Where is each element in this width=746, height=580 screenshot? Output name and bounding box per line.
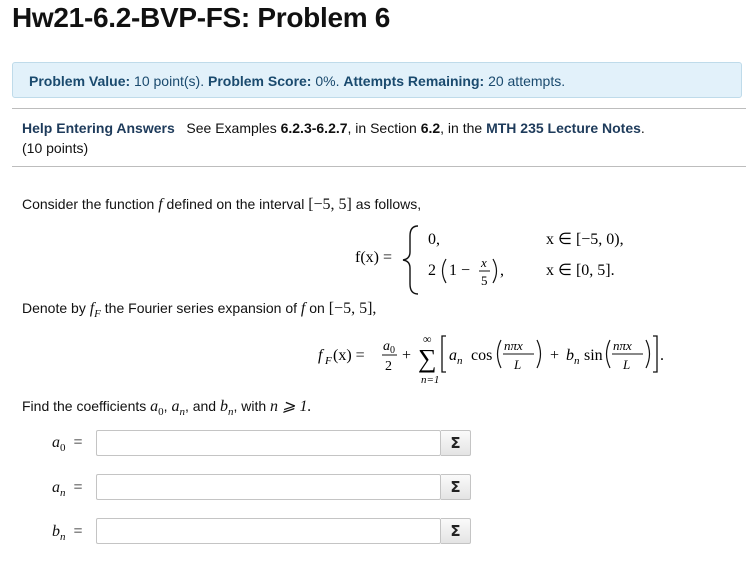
- bn-label-sub: n: [60, 531, 66, 544]
- an-answer-input[interactable]: [96, 474, 441, 500]
- find-a0: a: [150, 398, 159, 415]
- left-brace: [403, 226, 418, 294]
- in-section-text: , in Section: [347, 120, 417, 136]
- examples-ref: 6.2.3-6.2.7: [280, 120, 348, 136]
- case1-value: 0,: [428, 231, 440, 248]
- function-symbol: f: [158, 196, 163, 213]
- cos-arg-num: nπx: [504, 338, 523, 353]
- section-ref: 6.2: [420, 120, 441, 136]
- find-an: a: [171, 398, 180, 415]
- a0-label-eq: =: [73, 434, 83, 451]
- an-sub: n: [457, 355, 463, 367]
- an-label-var: a: [52, 479, 60, 496]
- case2-den: 5: [481, 273, 488, 288]
- find-and: , and: [184, 398, 217, 414]
- a0-denominator: 2: [385, 359, 392, 374]
- a0-equation-editor-button[interactable]: Σ: [441, 430, 471, 456]
- sum-upper: ∞: [423, 332, 432, 346]
- series-end: .: [660, 347, 664, 364]
- find-part-1: Find the coefficients: [22, 398, 147, 414]
- a0-label: [52, 434, 83, 454]
- an-symbol: a: [449, 347, 457, 364]
- intro-text: [22, 196, 421, 214]
- sin-arg-den: L: [623, 357, 631, 372]
- divider-bottom: [12, 166, 746, 167]
- a0-sub: 0: [390, 345, 395, 356]
- cos-close-paren: [537, 340, 541, 368]
- a0-answer-input[interactable]: [96, 430, 441, 456]
- series-lhs-rest: (x) =: [333, 347, 365, 364]
- problem-score: 0%.: [315, 73, 340, 89]
- sum-lower: n=1: [421, 374, 440, 386]
- sum-symbol: ∑: [418, 344, 437, 373]
- divider-top: [12, 108, 746, 109]
- fourier-symbol: f: [89, 300, 95, 317]
- denote-part-2: the Fourier series expansion of: [104, 300, 298, 316]
- left-bracket: [442, 336, 446, 372]
- help-line: [22, 120, 645, 136]
- see-examples-text: See Examples: [186, 120, 277, 136]
- fourier-sub: F: [94, 307, 101, 320]
- series-plus-2: +: [550, 347, 560, 364]
- an-label-eq: =: [73, 479, 83, 496]
- a0-numerator: a: [383, 339, 390, 354]
- page-title: Hw21-6.2-BVP-FS: Problem 6: [12, 2, 391, 33]
- problem-info-banner: [12, 62, 742, 98]
- interval: [−5, 5]: [308, 196, 352, 213]
- attempts-remaining: 20 attempts.: [488, 73, 566, 89]
- find-with: , with: [233, 398, 267, 414]
- problem-score-label: Problem Score:: [207, 73, 312, 89]
- find-bn-sub: n: [227, 405, 234, 418]
- problem-value-label: Problem Value:: [29, 73, 131, 89]
- a0-label-sub: 0: [60, 442, 66, 455]
- fx-lhs: f(x) =: [355, 249, 393, 266]
- function-symbol-2: f: [300, 300, 306, 317]
- an-equation-editor-button[interactable]: Σ: [441, 474, 471, 500]
- find-bn: b: [219, 398, 228, 415]
- bn-equation-editor-button[interactable]: Σ: [441, 518, 471, 544]
- sin-label: sin: [584, 347, 603, 364]
- help-period: .: [640, 120, 645, 136]
- denote-text: [22, 300, 376, 320]
- intro-part-3: as follows,: [355, 196, 422, 212]
- bn-answer-input[interactable]: [96, 518, 441, 544]
- series-lhs-sub: F: [325, 355, 332, 367]
- case2-num: x: [481, 255, 487, 270]
- right-bracket: [653, 336, 657, 372]
- a0-label-var: a: [52, 434, 60, 451]
- an-label: [52, 479, 83, 499]
- sin-open-paren: [607, 340, 611, 368]
- an-label-sub: n: [60, 487, 66, 500]
- case2-tail: ,: [500, 262, 504, 279]
- find-text: Find the coefficients $a_0$, $a_n$, and $b_n$, with n ⩾ 1.: [22, 398, 312, 418]
- intro-part-1: Consider the function: [22, 196, 155, 212]
- cos-label: cos: [471, 347, 493, 364]
- in-the-text: , in the: [440, 120, 483, 136]
- cos-open-paren: [498, 340, 502, 368]
- case2-one: 1 −: [449, 262, 471, 279]
- series-plus-1: +: [402, 347, 412, 364]
- bn-sub: n: [574, 355, 580, 367]
- find-an-sub: n: [179, 405, 185, 418]
- intro-part-2: defined on the interval: [166, 196, 305, 212]
- case2-open-paren: [443, 259, 447, 283]
- case1-domain: x ∈ [−5, 0),: [546, 231, 624, 248]
- bn-label-eq: =: [73, 523, 83, 540]
- bn-label-var: b: [52, 523, 60, 540]
- lecture-notes-link[interactable]: MTH 235 Lecture Notes: [486, 120, 641, 136]
- bn-label: [52, 523, 83, 543]
- denote-part-1: Denote by: [22, 300, 86, 316]
- case2-domain: x ∈ [0, 5].: [546, 262, 615, 279]
- attempts-label: Attempts Remaining:: [343, 73, 485, 89]
- series-lhs-f: f: [318, 347, 323, 364]
- help-entering-answers-link[interactable]: Help Entering Answers: [22, 120, 175, 136]
- case2-close-paren: [493, 259, 497, 283]
- case2-coef: 2: [428, 262, 436, 279]
- points-text: (10 points): [22, 140, 89, 156]
- problem-value: 10 point(s).: [134, 73, 205, 89]
- cos-arg-den: L: [514, 357, 522, 372]
- sin-close-paren: [646, 340, 650, 368]
- sin-arg-num: nπx: [613, 338, 632, 353]
- find-a0-sub: 0: [158, 405, 164, 418]
- denote-part-3: on: [309, 300, 325, 316]
- find-condition: n ⩾ 1.: [270, 398, 312, 415]
- bn-symbol: b: [566, 347, 574, 364]
- denote-interval: [−5, 5],: [328, 300, 377, 317]
